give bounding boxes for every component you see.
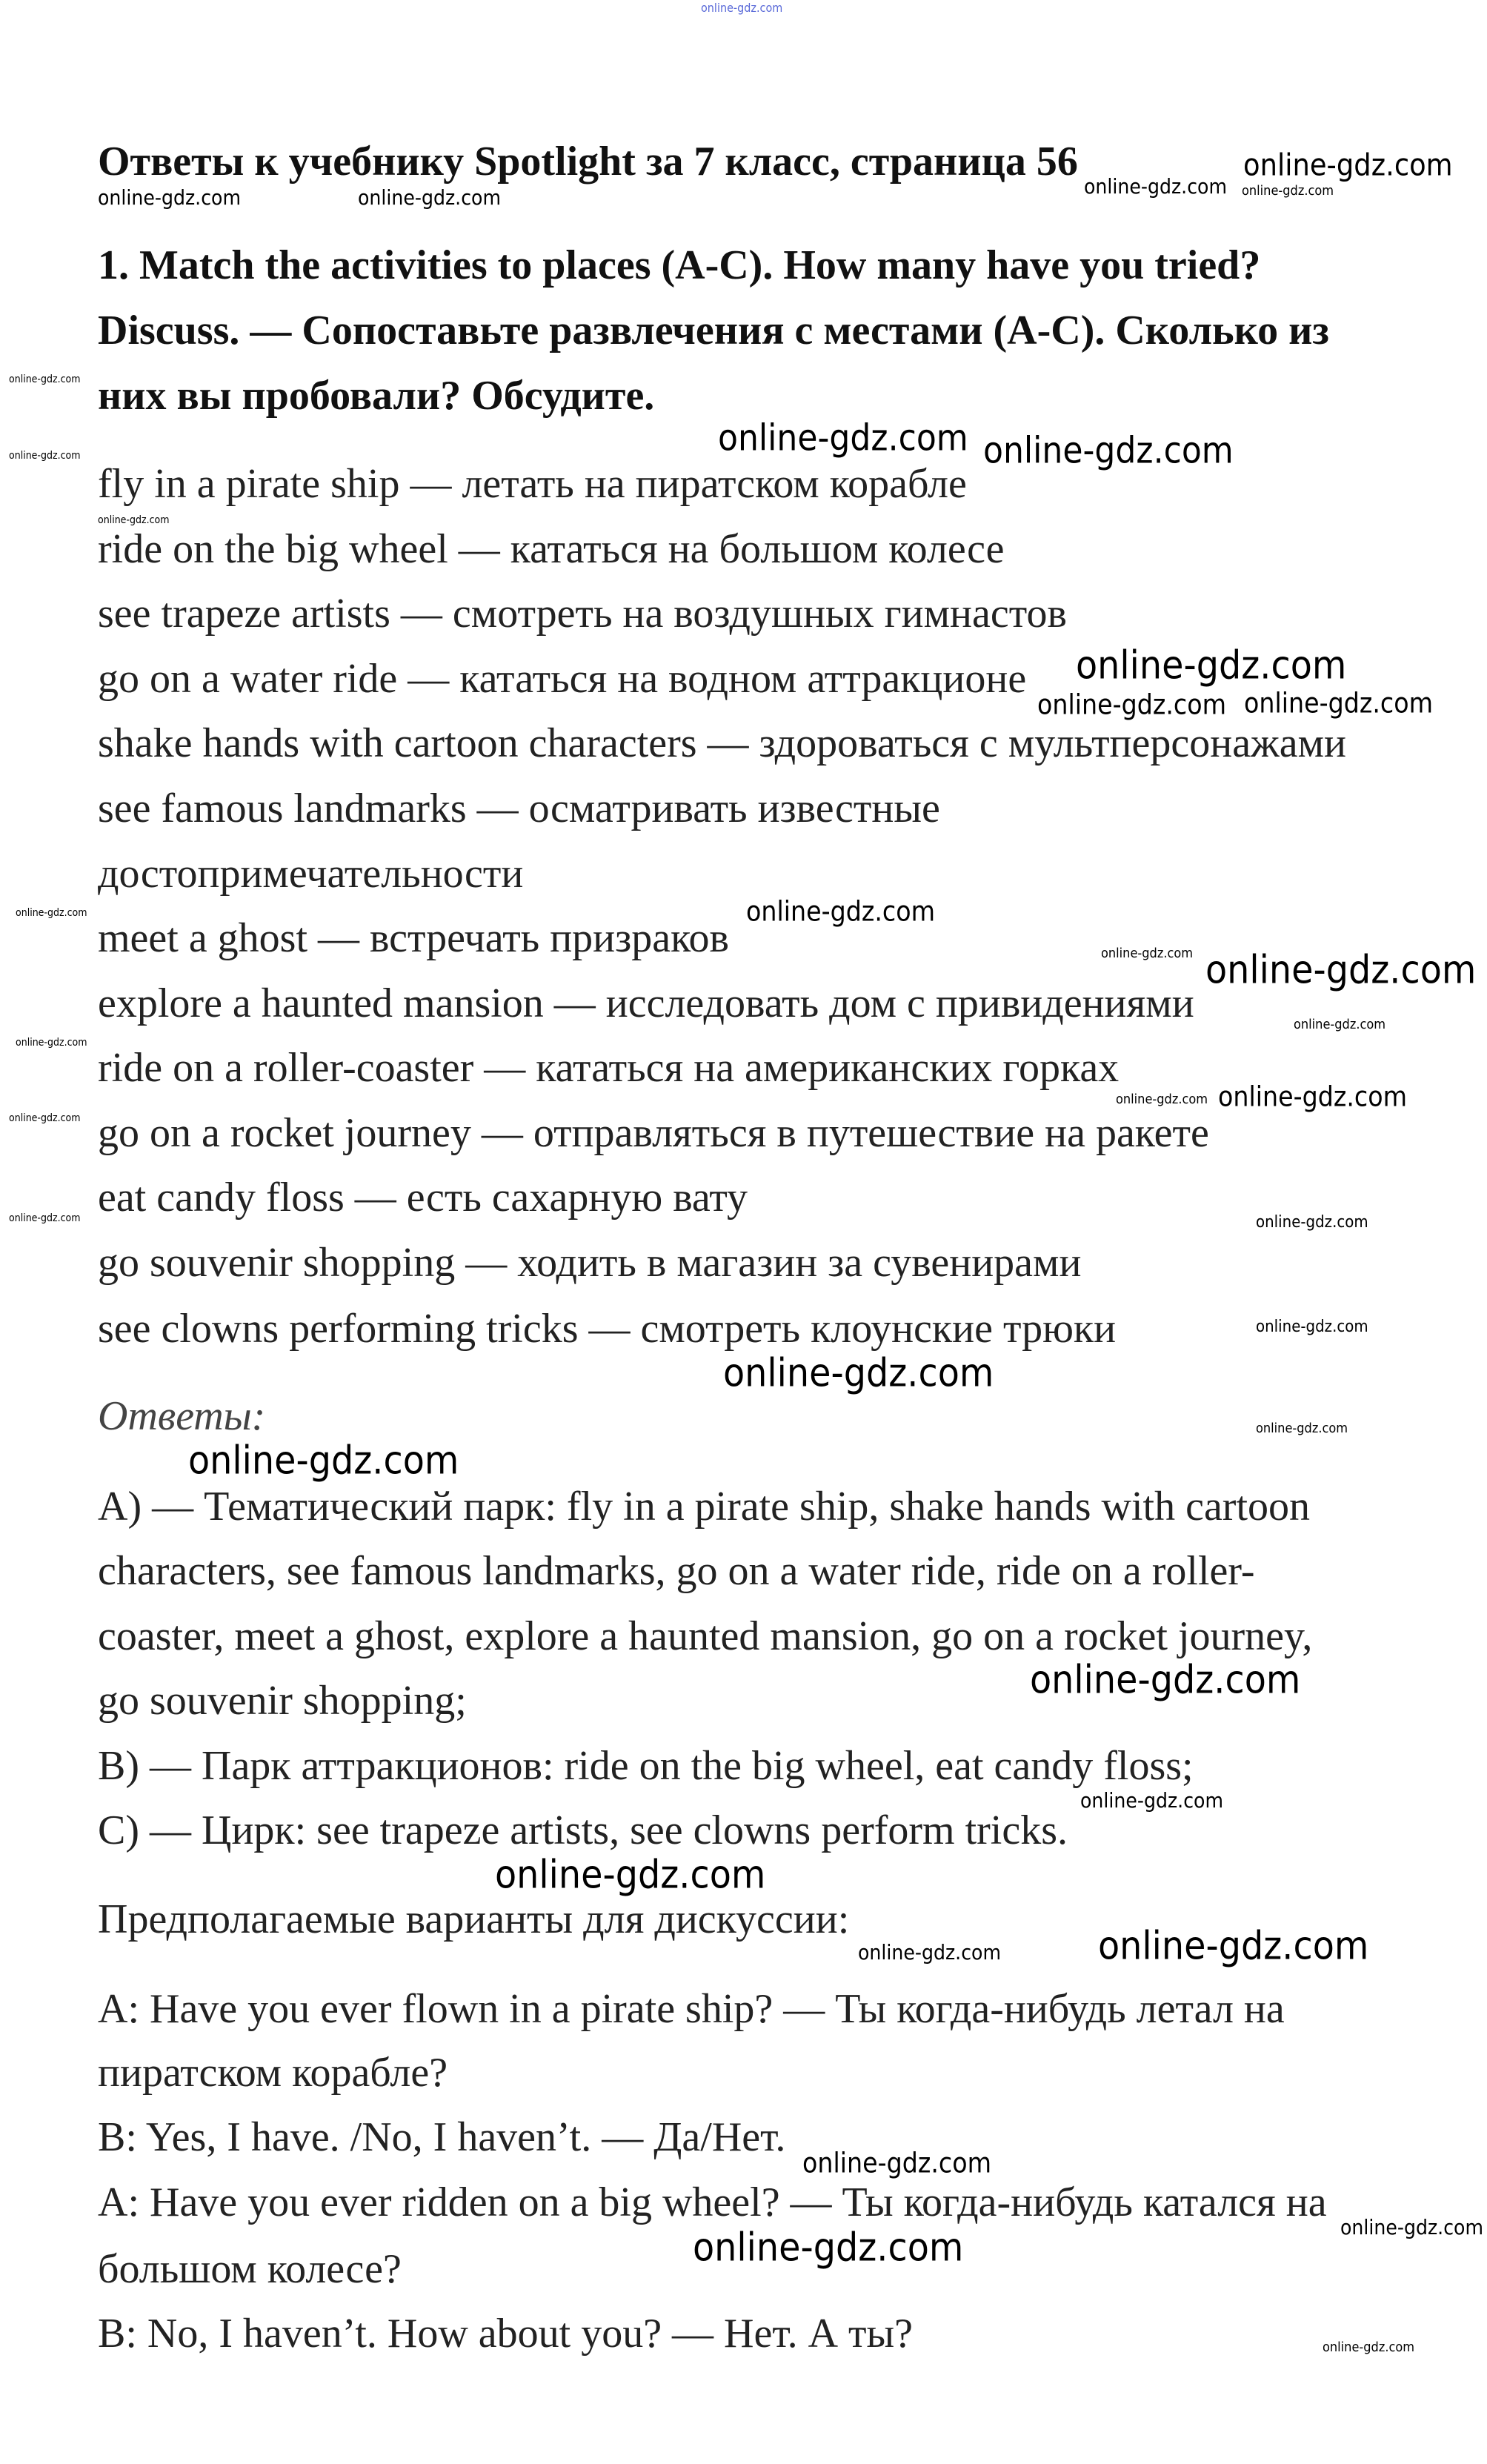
watermark: online-gdz.com bbox=[1205, 947, 1477, 993]
activity-line: shake hands with cartoon characters — здороваться с мультперсонажами bbox=[98, 720, 1347, 766]
activity-line: go souvenir shopping — ходить в магазин за сувенирами bbox=[98, 1240, 1082, 1286]
watermark: online-gdz.com bbox=[693, 2225, 964, 2271]
watermark: online-gdz.com bbox=[9, 373, 81, 385]
watermark: online-gdz.com bbox=[1116, 1092, 1208, 1107]
watermark: online-gdz.com bbox=[1084, 174, 1228, 199]
watermark: online-gdz.com bbox=[16, 1037, 87, 1049]
activity-line: ride on the big wheel — кататься на большом колесе bbox=[98, 526, 1005, 572]
watermark: online-gdz.com bbox=[802, 2147, 992, 2179]
answer-line: B) — Парк аттракционов: ride on the big wheel, eat candy floss; bbox=[98, 1743, 1194, 1789]
watermark: online-gdz.com bbox=[1256, 1318, 1368, 1336]
watermark: online-gdz.com bbox=[98, 514, 170, 526]
watermark: online-gdz.com bbox=[1076, 642, 1347, 688]
watermark: online-gdz.com bbox=[1037, 688, 1227, 721]
watermark: online-gdz.com bbox=[983, 429, 1234, 472]
activity-line: explore a haunted mansion — исследовать дом с привидениями bbox=[98, 980, 1194, 1026]
answer-line: coaster, meet a ghost, explore a haunted mansion, go on a rocket journey, bbox=[98, 1613, 1313, 1659]
page-title: Ответы к учебнику Spotlight за 7 класс, страница 56 bbox=[98, 139, 1078, 185]
watermark: online-gdz.com bbox=[1256, 1213, 1368, 1232]
watermark: online-gdz.com bbox=[9, 1212, 81, 1224]
watermark: online-gdz.com bbox=[701, 1, 783, 15]
watermark: online-gdz.com bbox=[1080, 1788, 1224, 1813]
watermark: online-gdz.com bbox=[1244, 687, 1434, 720]
activity-line: ride on a roller-coaster — кататься на американских горках bbox=[98, 1045, 1120, 1091]
watermark: online-gdz.com bbox=[1323, 2340, 1415, 2355]
answer-line: A) — Тематический парк: fly in a pirate ship, shake hands with cartoon bbox=[98, 1484, 1311, 1530]
watermark: online-gdz.com bbox=[1098, 1923, 1369, 1969]
discussion-line: большом колесе? bbox=[98, 2246, 402, 2292]
watermark: online-gdz.com bbox=[188, 1438, 459, 1484]
discussion-heading: Предполагаемые варианты для дискуссии: bbox=[98, 1896, 850, 1942]
watermark: online-gdz.com bbox=[858, 1940, 1002, 1965]
discussion-line: B: No, I haven’t. How about you? — Нет. А ты? bbox=[98, 2311, 914, 2357]
discussion-line: пиратском корабле? bbox=[98, 2050, 448, 2096]
watermark: online-gdz.com bbox=[718, 416, 968, 459]
watermark: online-gdz.com bbox=[1030, 1657, 1301, 1703]
activity-line: see clowns performing tricks — смотреть клоунские трюки bbox=[98, 1306, 1117, 1352]
discussion-line: A: Have you ever ridden on a big wheel? — Ты когда-нибудь катался на bbox=[98, 2179, 1327, 2225]
activity-line: eat candy floss — есть сахарную вату bbox=[98, 1175, 748, 1221]
activity-line: go on a rocket journey — отправляться в путешествие на ракете bbox=[98, 1110, 1209, 1156]
watermark: online-gdz.com bbox=[1294, 1017, 1386, 1032]
activity-line: fly in a pirate ship — летать на пиратском корабле bbox=[98, 461, 967, 507]
task-line: 1. Match the activities to places (A-C). How many have you tried? bbox=[98, 242, 1261, 288]
answer-line: C) — Цирк: see trapeze artists, see clowns perform tricks. bbox=[98, 1807, 1068, 1853]
discussion-line: A: Have you ever flown in a pirate ship? — Ты когда-нибудь летал на bbox=[98, 1986, 1285, 2032]
activity-line: достопримечательности bbox=[98, 851, 524, 897]
activity-line: see famous landmarks — осматривать известные bbox=[98, 786, 940, 831]
watermark: online-gdz.com bbox=[1243, 147, 1453, 183]
watermark: online-gdz.com bbox=[9, 1112, 81, 1124]
watermark: online-gdz.com bbox=[495, 1852, 766, 1898]
activity-line: meet a ghost — встречать призраков bbox=[98, 915, 729, 961]
watermark: online-gdz.com bbox=[98, 185, 242, 210]
task-line: них вы пробовали? Обсудите. bbox=[98, 373, 655, 419]
watermark: online-gdz.com bbox=[1340, 2215, 1484, 2239]
watermark: online-gdz.com bbox=[746, 895, 936, 928]
watermark: online-gdz.com bbox=[1218, 1080, 1408, 1113]
watermark: online-gdz.com bbox=[16, 907, 87, 919]
watermark: online-gdz.com bbox=[1256, 1421, 1348, 1436]
answer-line: characters, see famous landmarks, go on a water ride, ride on a roller- bbox=[98, 1548, 1255, 1594]
watermark: online-gdz.com bbox=[9, 450, 81, 462]
activity-line: see trapeze artists — смотреть на воздушных гимнастов bbox=[98, 591, 1067, 637]
watermark: online-gdz.com bbox=[1242, 183, 1334, 199]
answer-line: go souvenir shopping; bbox=[98, 1678, 467, 1724]
watermark: online-gdz.com bbox=[1101, 946, 1194, 961]
watermark: online-gdz.com bbox=[358, 185, 502, 210]
discussion-line: B: Yes, I have. /No, I haven’t. — Да/Нет. bbox=[98, 2114, 786, 2160]
answers-heading: Ответы: bbox=[98, 1393, 266, 1439]
activity-line: go on a water ride — кататься на водном аттракционе bbox=[98, 656, 1027, 702]
task-line: Discuss. — Сопоставьте развлечения с местами (A-C). Сколько из bbox=[98, 308, 1329, 353]
watermark: online-gdz.com bbox=[723, 1350, 994, 1396]
